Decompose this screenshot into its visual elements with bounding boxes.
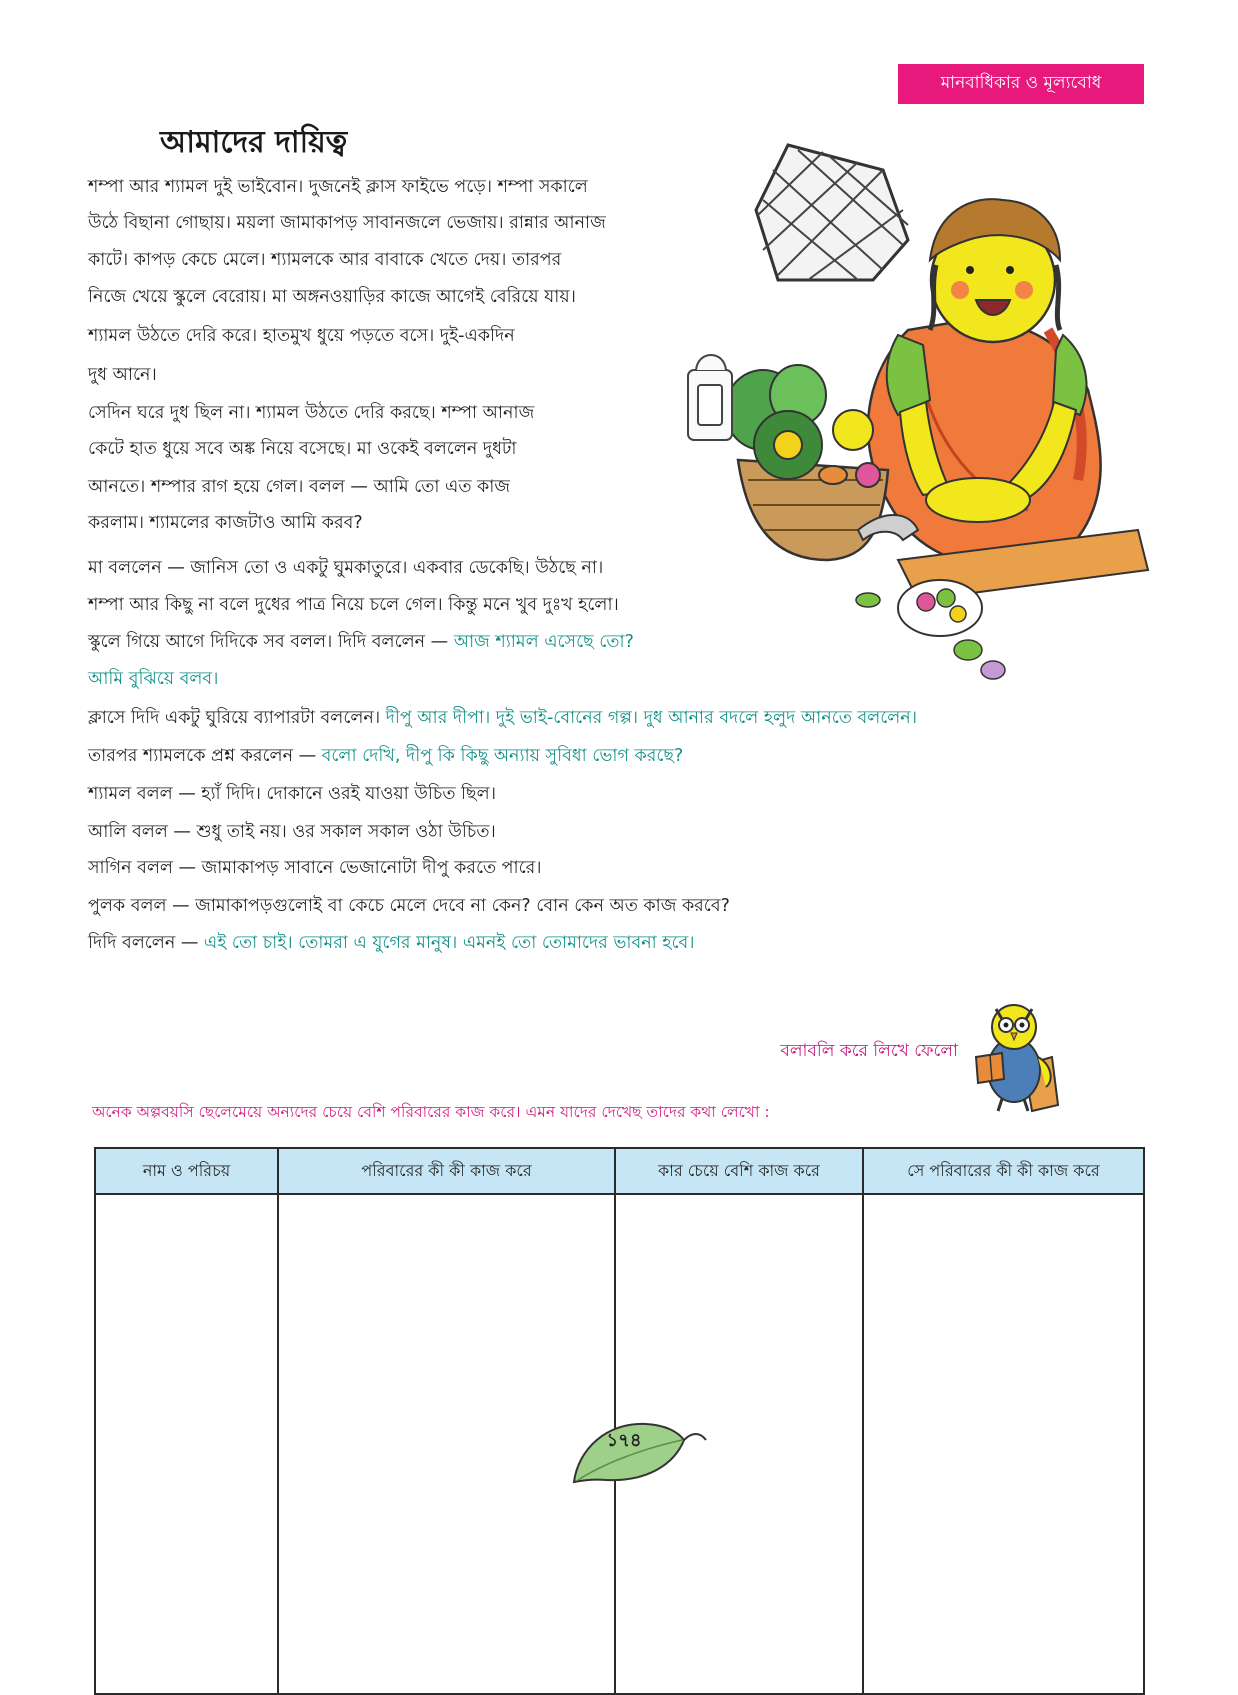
story-text: ক্লাসে দিদি একটু ঘুরিয়ে ব্যাপারটা বললেন। bbox=[88, 708, 386, 728]
answer-cell-their-tasks[interactable] bbox=[863, 1194, 1144, 1694]
story-line bbox=[88, 627, 634, 657]
story-text: তারপর শ্যামলকে প্রশ্ন করলেন — bbox=[88, 746, 322, 766]
story-line: আনতে। শম্পার রাগ হয়ে গেল। বলল — আমি তো এত কাজ bbox=[88, 477, 510, 497]
story-line: শ্যামল বলল — হ্যাঁ দিদি। দোকানে ওরই যাওয়া উচিত ছিল। bbox=[88, 784, 496, 804]
teacher-speech: আজ শ্যামল এসেছে তো? bbox=[453, 632, 634, 652]
column-header-their-tasks: সে পরিবারের কী কী কাজ করে bbox=[863, 1148, 1144, 1194]
story-line: পুলক বলল — জামাকাপড়গুলোই বা কেচে মেলে দেবে না কেন? বোন কেন অত কাজ করবে? bbox=[88, 896, 730, 916]
story-line: সাগিন বলল — জামাকাপড় সাবানে ভেজানোটা দীপু করতে পারে। bbox=[88, 858, 542, 878]
answer-cell-tasks[interactable] bbox=[278, 1194, 615, 1694]
story-line: সেদিন ঘরে দুধ ছিল না। শ্যামল উঠতে দেরি করছে। শম্পা আনাজ bbox=[88, 403, 535, 423]
activity-prompt: অনেক অল্পবয়সি ছেলেমেয়ে অন্যদের চেয়ে বেশি পরিবারের কাজ করে। এমন যাদের দেখেছ তাদের কথা লেখো : bbox=[92, 1103, 770, 1121]
woven-tray-icon bbox=[756, 145, 908, 280]
story-line: আলি বলল — শুধু তাই নয়। ওর সকাল সকাল ওঠা উচিত। bbox=[88, 822, 496, 842]
story-line bbox=[88, 703, 917, 733]
column-header-name: নাম ও পরিচয় bbox=[95, 1148, 278, 1194]
teacher-speech: দীপু আর দীপা। দুই ভাই-বোনের গল্প। দুধ আনার বদলে হলুদ আনতে বললেন। bbox=[385, 708, 918, 728]
owl-reading-icon bbox=[962, 995, 1062, 1115]
page-title: আমাদের দায়িত্ব bbox=[160, 125, 348, 160]
story-line: মা বললেন — জানিস তো ও একটু ঘুমকাতুরে। একবার ডেকেছি। উঠছে না। bbox=[88, 558, 604, 578]
answer-cell-name[interactable] bbox=[95, 1194, 278, 1694]
story-line: নিজে খেয়ে স্কুলে বেরোয়। মা অঙ্গনওয়াড়ির কাজে আগেই বেরিয়ে যায়। bbox=[88, 287, 576, 307]
story-line: শ্যামল উঠতে দেরি করে। হাতমুখ ধুয়ে পড়তে বসে। দুই-একদিন bbox=[88, 326, 515, 346]
story-line: শম্পা আর কিছু না বলে দুধের পাত্র নিয়ে চলে গেল। কিন্তু মনে খুব দুঃখ হলো। bbox=[88, 595, 619, 615]
story-line bbox=[88, 928, 695, 958]
story-text: স্কুলে গিয়ে আগে দিদিকে সব বলল। দিদি বললেন — bbox=[88, 632, 454, 652]
activity-subhead: বলাবলি করে লিখে ফেলো bbox=[780, 1041, 958, 1061]
teacher-speech: আমি বুঝিয়ে বলব। bbox=[88, 669, 219, 689]
vegetable-plate-icon bbox=[898, 580, 982, 636]
story-line: উঠে বিছানা গোছায়। ময়লা জামাকাপড় সাবানজলে ভেজায়। রান্নার আনাজ bbox=[88, 213, 606, 233]
story-line: কাটে। কাপড় কেচে মেলে। শ্যামলকে আর বাবাকে খেতে দেয়। তারপর bbox=[88, 250, 562, 270]
chapter-tag: মানবাধিকার ও মূল্যবোধ bbox=[898, 64, 1144, 104]
story-line: দুধ আনে। bbox=[88, 365, 157, 385]
column-header-tasks: পরিবারের কী কী কাজ করে bbox=[278, 1148, 615, 1194]
teacher-speech: বলো দেখি, দীপু কি কিছু অন্যায় সুবিধা ভোগ করছে? bbox=[321, 746, 684, 766]
story-line: করলাম। শ্যামলের কাজটাও আমি করব? bbox=[88, 513, 363, 533]
teacher-speech: এই তো চাই। তোমরা এ যুগের মানুষ। এমনই তো তোমাদের ভাবনা হবে। bbox=[203, 933, 695, 953]
story-line bbox=[88, 741, 683, 771]
column-header-compared-to: কার চেয়ে বেশি কাজ করে bbox=[615, 1148, 863, 1194]
page-number: ১৭৪ bbox=[606, 1430, 642, 1451]
page-number-badge bbox=[566, 1410, 716, 1490]
table-header-row bbox=[95, 1148, 1144, 1194]
story-text: দিদি বললেন — bbox=[88, 933, 204, 953]
woman-cooking-illustration bbox=[668, 130, 1168, 690]
lantern-icon bbox=[688, 355, 732, 440]
story-line: শম্পা আর শ্যামল দুই ভাইবোন। দুজনেই ক্লাস ফাইভে পড়ে। শম্পা সকালে bbox=[88, 177, 588, 197]
story-line: কেটে হাত ধুয়ে সবে অঙ্ক নিয়ে বসেছে। মা ওকেই বললেন দুধটা bbox=[88, 439, 517, 459]
